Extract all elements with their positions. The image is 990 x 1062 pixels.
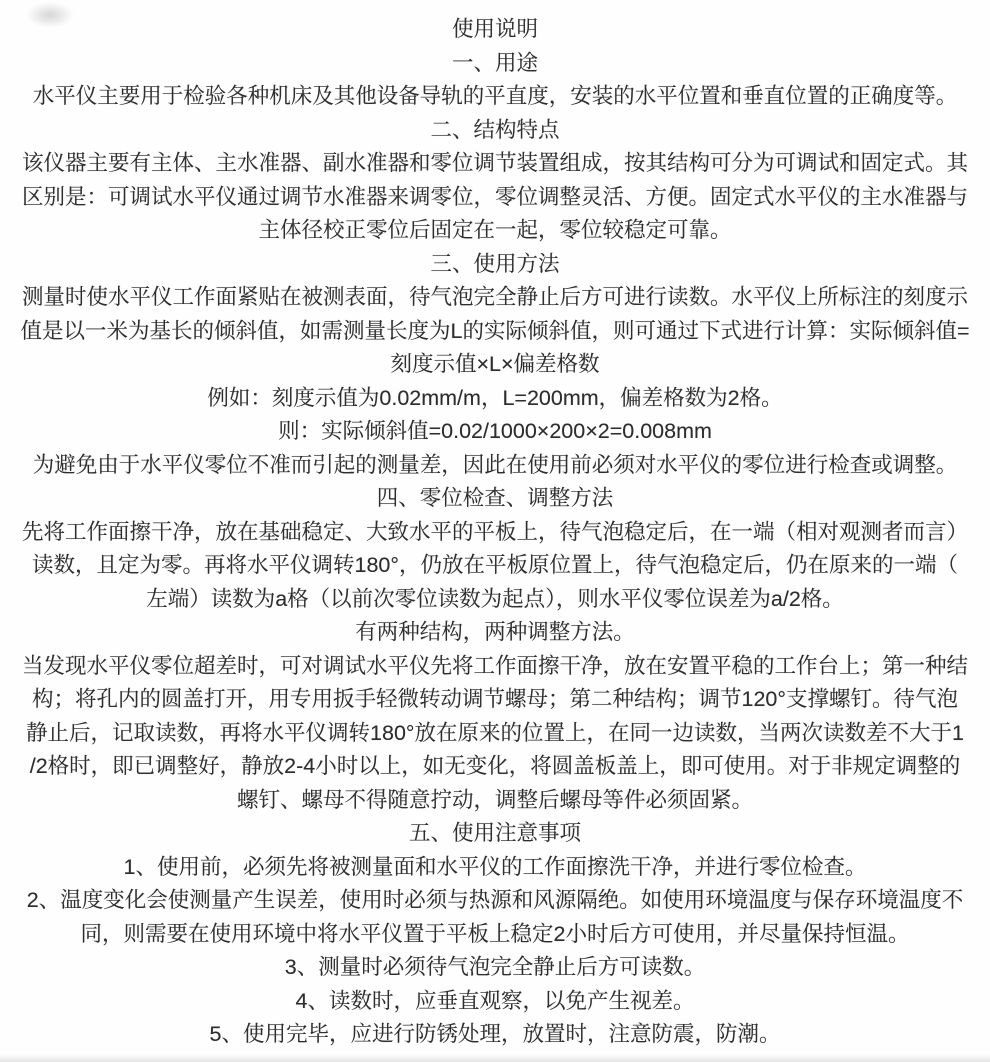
section-heading-precautions: 五、使用注意事项 <box>408 821 581 845</box>
list-item-3: 3、测量时必须待气泡完全静止后方可读数。 <box>284 955 706 979</box>
body-line: 测量时使水平仪工作面紧贴在被测表面，待气泡完全静止后方可进行读数。水平仪上所标注的刻度示 <box>21 285 968 309</box>
list-item-5: 5、使用完毕，应进行防锈处理，放置时，注意防震，防潮。 <box>209 1022 781 1046</box>
body-line: 主体径校正零位后固定在一起，零位较稳定可靠。 <box>258 218 732 242</box>
body-line: 区别是：可调试水平仪通过调节水准器来调零位，零位调整灵活、方便。固定式水平仪的主水准器与 <box>21 184 968 209</box>
body-line: 读数，且定为零。再将水平仪调转180°，仍放在平板原位置上，待气泡稳定后，仍在原来的一端（ <box>32 553 958 577</box>
section-heading-structure: 二、结构特点 <box>430 117 560 142</box>
body-line: 为避免由于水平仪零位不准而引起的测量差，因此在使用前必须对水平仪的零位进行检查或调整。 <box>32 452 958 477</box>
list-item-2-cont: 同，则需要在使用环境中将水平仪置于平板上稳定2小时后方可使用，并尽量保持恒温。 <box>80 921 910 946</box>
body-line: 螺钉、螺母不得随意拧动，调整后螺母等件必须固紧。 <box>236 787 753 812</box>
body-line: /2格时，即已调整好，静放2-4小时以上，如无变化，将圆盖板盖上，即可使用。对于非规定调整的 <box>29 754 961 778</box>
section-heading-usage: 一、用途 <box>451 50 538 75</box>
body-line: 左端）读数为a格（以前次零位读数为起点），则水平仪零位误差为a/2格。 <box>146 586 844 611</box>
section-heading-method: 三、使用方法 <box>430 251 560 276</box>
list-item-2: 2、温度变化会使测量产生误差，使用时必须与热源和风源隔绝。如使用环境温度与保存环境温度不 <box>26 888 964 912</box>
formula-line: 刻度示值×L×偏差格数 <box>390 352 600 376</box>
doc-title: 使用说明 <box>451 17 538 41</box>
list-item-4: 4、读数时，应垂直观察，以免产生视差。 <box>295 988 695 1013</box>
body-line: 先将工作面擦干净，放在基础稳定、大致水平的平板上，待气泡稳定后，在一端（相对观测者而言） <box>21 519 968 544</box>
body-line: 构；将孔内的圆盖打开，用专用扳手轻微转动调节螺母；第二种结构；调节120°支撑螺钉。待气泡 <box>32 687 958 711</box>
formula-result-line: 则：实际倾斜值=0.02/1000×200×2=0.008mm <box>278 419 712 443</box>
section-heading-zero-check: 四、零位检查、调整方法 <box>376 486 614 510</box>
body-line: 有两种结构，两种调整方法。 <box>355 620 635 644</box>
scan-bottom-edge <box>0 1054 990 1062</box>
example-line: 例如：刻度示值为0.02mm/m，L=200mm，偏差格数为2格。 <box>207 385 783 410</box>
body-line: 值是以一米为基长的倾斜值，如需测量长度为L的实际倾斜值，则可通过下式进行计算：实际倾斜值= <box>20 318 970 343</box>
list-item-1: 1、使用前，必须先将被测量面和水平仪的工作面擦洗干净，并进行零位检查。 <box>123 854 867 879</box>
body-line: 水平仪主要用于检验各种机床及其他设备导轨的平直度，安装的水平位置和垂直位置的正确度等。 <box>32 84 958 108</box>
body-line: 当发现水平仪零位超差时，可对调试水平仪先将工作面擦干净，放在安置平稳的工作台上；第一种结 <box>21 653 968 678</box>
body-line: 静止后，记取读数，再将水平仪调转180°放在原来的位置上，在同一边读数，当两次读数差不大于1 <box>26 720 964 745</box>
body-line: 该仪器主要有主体、主水准器、副水准器和零位调节装置组成，按其结构可分为可调试和固定式。其 <box>21 151 968 175</box>
